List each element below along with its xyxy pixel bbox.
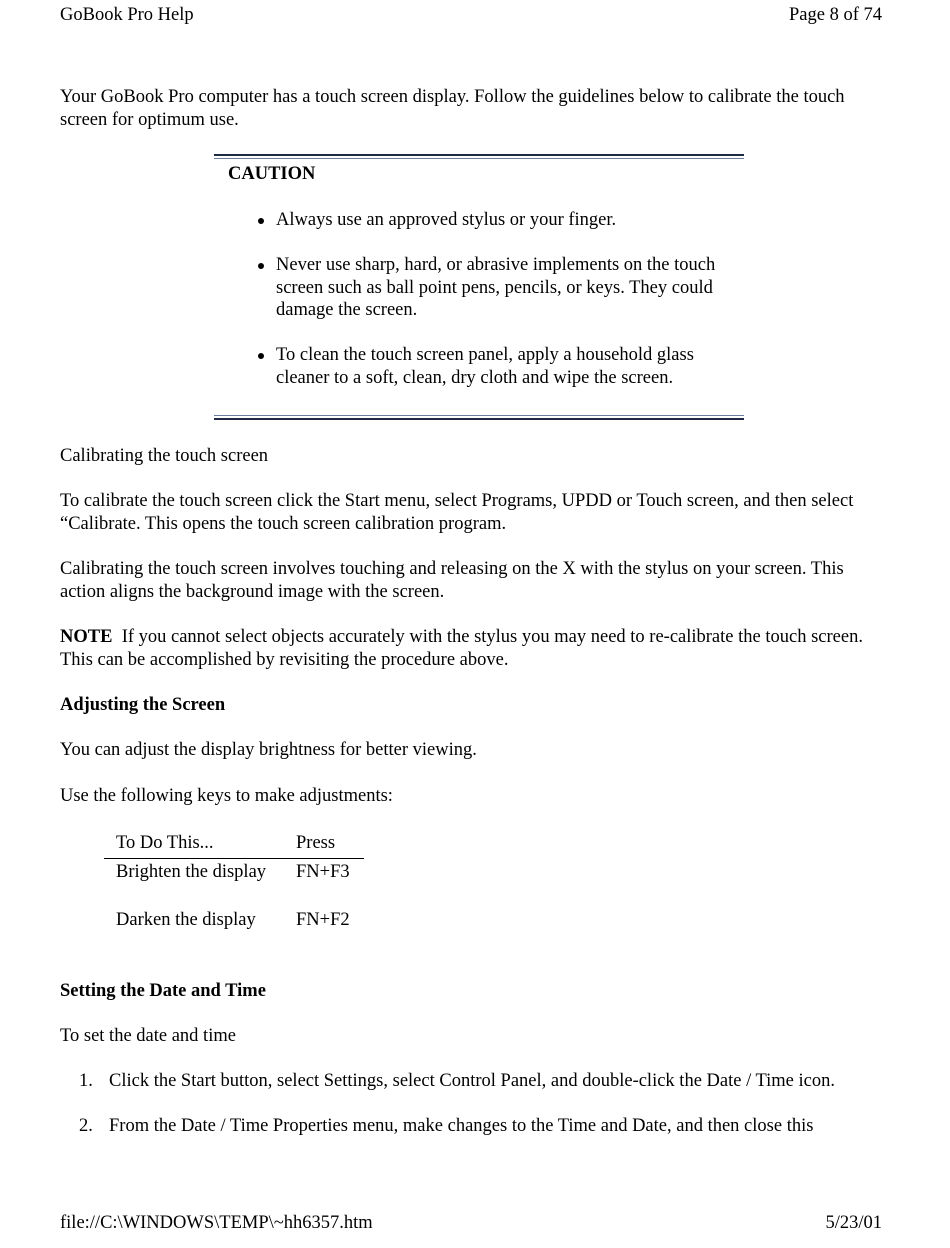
caution-list <box>256 209 736 412</box>
datetime-paragraph: To set the date and time <box>60 1026 236 1046</box>
datetime-steps <box>60 1070 890 1160</box>
note-text: If you cannot select objects accurately with the stylus you may need to re-calibrate the touch screen. This can be accomplished by revisiting the procedure above. <box>60 627 872 670</box>
adjust-paragraph-1: You can adjust the display brightness for better viewing. <box>60 740 477 760</box>
calibrate-heading: Calibrating the touch screen <box>60 446 269 466</box>
key-table-header-press: Press <box>296 833 336 853</box>
caution-top-rule <box>214 154 744 156</box>
step-number: 1. <box>79 1071 93 1091</box>
table-row <box>104 907 364 955</box>
intro-paragraph: Your GoBook Pro computer has a touch screen display. Follow the guidelines below to calibrate the touch screen for optimum use. <box>60 87 845 130</box>
key-table-action: Brighten the display <box>116 862 267 882</box>
calibrate-paragraph-2: Calibrating the touch screen involves touching and releasing on the X with the stylus on your screen. This action aligns the background image with the screen. <box>60 559 844 602</box>
caution-item: Always use an approved stylus or your finger. <box>256 209 736 232</box>
header-title: GoBook Pro Help <box>60 5 194 25</box>
key-table-action: Darken the display <box>116 910 256 930</box>
key-table-header-action: To Do This... <box>116 833 214 853</box>
step-number: 2. <box>79 1116 93 1136</box>
footer-date: 5/23/01 <box>825 1213 882 1233</box>
step-text: From the Date / Time Properties menu, make changes to the Time and Date, and then close this <box>109 1116 814 1136</box>
note-label: NOTE <box>60 627 113 647</box>
key-table <box>104 830 364 955</box>
footer-path: file://C:\WINDOWS\TEMP\~hh6357.htm <box>60 1213 373 1233</box>
list-item <box>60 1070 890 1093</box>
calibrate-paragraph-1: To calibrate the touch screen click the Start menu, select Programs, UPDD or Touch screen, and then select “Calibrate. This opens the touch screen calibration program. <box>60 491 854 534</box>
caution-bottom-rule-inner <box>214 415 744 416</box>
table-row <box>104 859 364 907</box>
adjust-heading: Adjusting the Screen <box>60 695 226 715</box>
page-number: Page 8 of 74 <box>789 5 882 25</box>
step-text: Click the Start button, select Settings, select Control Panel, and double-click the Date / Time icon. <box>109 1071 835 1091</box>
caution-item: To clean the touch screen panel, apply a household glass cleaner to a soft, clean, dry cloth and wipe the screen. <box>256 344 736 389</box>
note-paragraph <box>60 626 890 671</box>
key-table-keys: FN+F2 <box>296 910 350 930</box>
adjust-paragraph-2: Use the following keys to make adjustments: <box>60 786 393 806</box>
caution-title: CAUTION <box>228 164 316 184</box>
caution-bottom-rule <box>214 418 744 420</box>
caution-item: Never use sharp, hard, or abrasive implements on the touch screen such as ball point pens, pencils, or keys. They could damage the screen. <box>256 254 736 322</box>
caution-top-rule-inner <box>214 158 744 159</box>
key-table-keys: FN+F3 <box>296 862 350 882</box>
key-table-header <box>104 830 364 859</box>
list-item <box>60 1115 890 1138</box>
datetime-heading: Setting the Date and Time <box>60 981 266 1001</box>
